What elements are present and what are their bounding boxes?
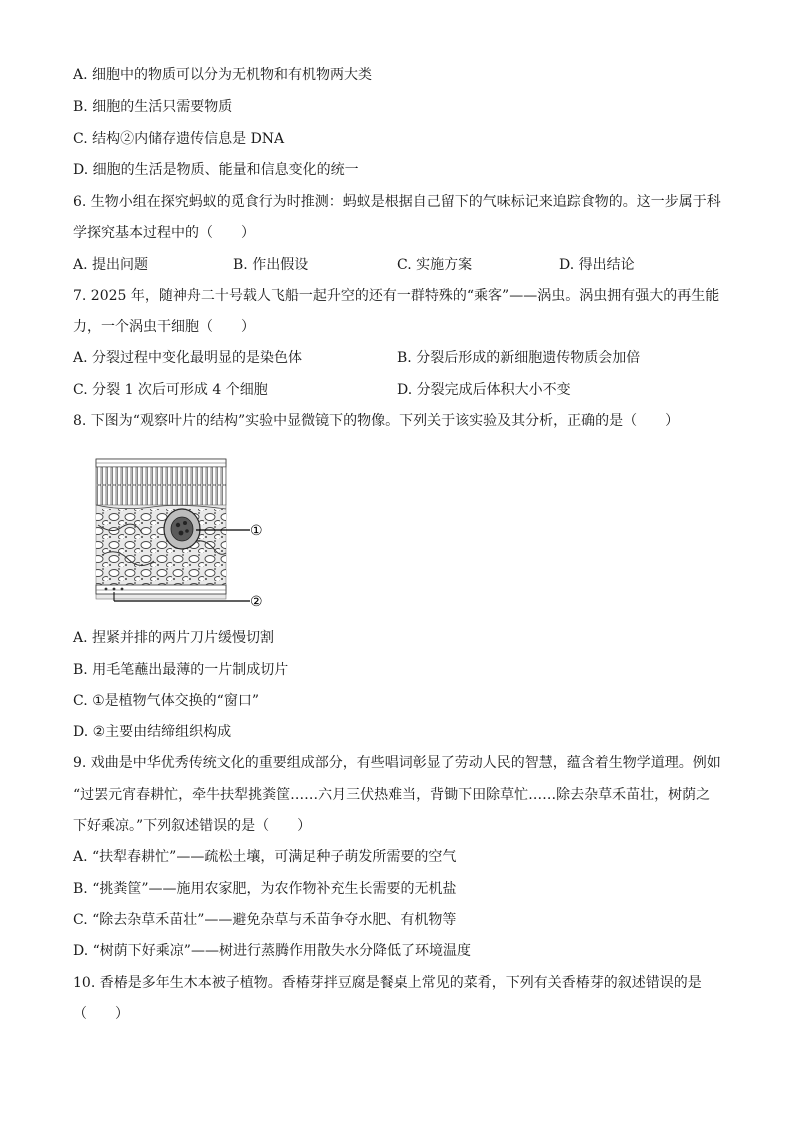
- q9-option-c: C. “除去杂草禾苗壮”——避免杂草与禾苗争夺水肥、有机物等: [73, 912, 457, 928]
- q8-option-c: C. ①是植物气体交换的“窗口”: [73, 693, 259, 709]
- q10-stem-line-2: （ ）: [73, 1006, 129, 1022]
- q7-option-b: B. 分裂后形成的新细胞遗传物质会加倍: [397, 350, 641, 366]
- q8-option-d: D. ②主要由结缔组织构成: [73, 724, 232, 740]
- q9-option-a: A. “扶犁春耕忙”——疏松土壤，可满足种子萌发所需要的空气: [73, 849, 457, 865]
- q8-option-a: A. 捏紧并排的两片刀片缓慢切割: [73, 630, 275, 646]
- q5-option-d: D. 细胞的生活是物质、能量和信息变化的统一: [73, 162, 359, 178]
- figure-label-1: ①: [250, 523, 263, 539]
- q6-option-a: A. 提出问题: [73, 257, 149, 273]
- q8-option-b: B. 用毛笔蘸出最薄的一片制成切片: [73, 662, 289, 678]
- q7-option-d: D. 分裂完成后体积大小不变: [397, 382, 571, 398]
- q7-stem-line-1: 7. 2025 年，随神舟二十号载人飞船一起升空的还有一群特殊的“乘客”——涡虫。涡虫拥有强大的再生能: [73, 288, 720, 304]
- q9-stem-line-2: “过罢元宵春耕忙，牵牛扶犁挑粪筐……六月三伏热难当，背锄下田除草忙……除去杂草禾苗壮，树荫之: [73, 787, 711, 803]
- leaf-section-figure: [92, 455, 282, 615]
- q9-stem-line-1: 9. 戏曲是中华优秀传统文化的重要组成部分，有些唱词彰显了劳动人民的智慧，蕴含着生物学道理。例如: [73, 755, 721, 771]
- q9-option-b: B. “挑粪筐”——施用农家肥，为农作物补充生长需要的无机盐: [73, 881, 457, 897]
- leaf-section-illustration: [92, 455, 282, 615]
- q6-option-d: D. 得出结论: [559, 257, 635, 273]
- q8-stem: 8. 下图为“观察叶片的结构”实验中显微镜下的物像。下列关于该实验及其分析，正确的是（ ）: [73, 413, 680, 429]
- q9-option-d: D. “树荫下好乘凉”——树进行蒸腾作用散失水分降低了环境温度: [73, 943, 471, 959]
- q6-option-c: C. 实施方案: [397, 257, 473, 273]
- q7-stem-line-2: 力，一个涡虫干细胞（ ）: [73, 319, 255, 335]
- q6-option-b: B. 作出假设: [233, 257, 309, 273]
- q5-option-b: B. 细胞的生活只需要物质: [73, 99, 233, 115]
- q7-option-a: A. 分裂过程中变化最明显的是染色体: [73, 350, 303, 366]
- q7-option-c: C. 分裂 1 次后可形成 4 个细胞: [73, 382, 268, 398]
- figure-label-2: ②: [250, 594, 263, 610]
- q6-stem-line-1: 6. 生物小组在探究蚂蚁的觅食行为时推测：蚂蚁是根据自己留下的气味标记来追踪食物的。这一步属于科: [73, 194, 721, 210]
- q5-option-a: A. 细胞中的物质可以分为无机物和有机物两大类: [73, 67, 373, 83]
- q10-stem-line-1: 10. 香椿是多年生木本被子植物。香椿芽拌豆腐是餐桌上常见的菜肴，下列有关香椿芽的叙述错误的是: [73, 975, 702, 991]
- q6-stem-line-2: 学探究基本过程中的（ ）: [73, 225, 255, 241]
- q9-stem-line-3: 下好乘凉。”下列叙述错误的是（ ）: [73, 818, 312, 834]
- q5-option-c: C. 结构②内储存遗传信息是 DNA: [73, 131, 285, 147]
